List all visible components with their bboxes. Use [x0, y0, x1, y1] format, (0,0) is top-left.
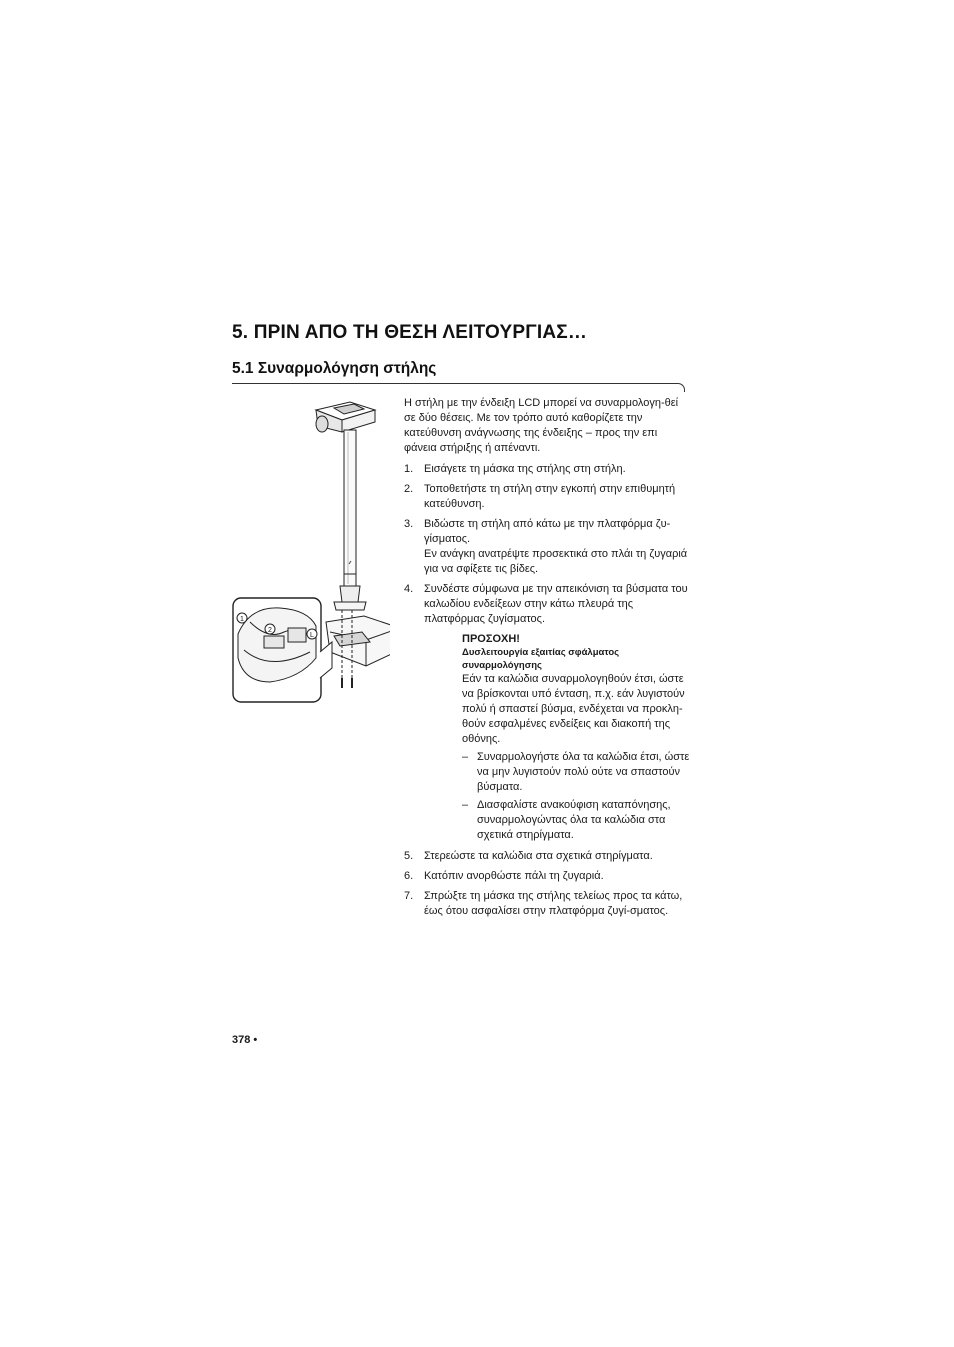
- section-divider: [232, 383, 685, 392]
- page-number: 378 •: [232, 1034, 258, 1046]
- connector-inset: [233, 598, 332, 702]
- instructions-column: [404, 396, 692, 924]
- step-number: 1.: [404, 463, 414, 475]
- step-number: 2.: [404, 483, 414, 495]
- warning-item: [462, 750, 692, 795]
- step-4: [404, 582, 692, 843]
- inset-label-2: 2: [268, 627, 272, 634]
- step-number: 6.: [404, 870, 414, 882]
- warning-item-text: Διασφαλίστε ανακούφιση καταπόνησης, συναρμολογώντας όλα τα καλώδια στα σχετικά στηρίγματα.: [477, 799, 671, 841]
- step-text: Συνδέστε σύμφωνα με την απεικόνιση τα βύσματα του καλωδίου ενδείξεων στην κάτω πλευρά της πλατφόρμας ζυγίσματος.: [424, 583, 688, 625]
- step-number: 5.: [404, 850, 414, 862]
- step-2: [404, 482, 692, 512]
- warning-heading: ΠΡΟΣΟΧΗ!: [462, 633, 520, 645]
- step-number: 7.: [404, 890, 414, 902]
- warning-item: [462, 798, 692, 843]
- step-1: [404, 462, 692, 477]
- step-text: Σπρώξτε τη μάσκα της στήλης τελείως προς τα κάτω, έως ότου ασφαλίσει στην πλατφόρμα ζυγί-σματος.: [424, 890, 683, 917]
- step-text: Εισάγετε τη μάσκα της στήλης στη στήλη.: [424, 463, 626, 475]
- step-5: [404, 849, 692, 864]
- warning-block: [462, 632, 692, 843]
- dash-marker: –: [462, 799, 469, 811]
- warning-body: Εάν τα καλώδια συναρμολογηθούν έτσι, ώστε να βρίσκονται υπό ένταση, π.χ. εάν λυγιστούν πολύ ή σπαστεί βύσμα, ενδέχεται να προκλη-θούν εσφαλμένες ενδείξεις και διακοπή της οθόνης.: [462, 673, 685, 745]
- dash-marker: –: [462, 751, 469, 763]
- inset-label-1: 1: [240, 616, 244, 623]
- column-drawing: [316, 402, 390, 688]
- step-number: 4.: [404, 583, 414, 595]
- section-title: 5.1 Συναρμολόγηση στήλης: [232, 360, 437, 377]
- step-text: Τοποθετήστε τη στήλη στην εγκοπή στην επιθυμητή κατεύθυνση.: [424, 483, 676, 510]
- step-text: Κατόπιν ανορθώστε πάλι τη ζυγαριά.: [424, 870, 604, 882]
- warning-item-text: Συναρμολογήστε όλα τα καλώδια έτσι, ώστε να μην λυγιστούν πολύ ούτε να σπαστούν βύσματα.: [477, 751, 690, 793]
- step-text: Βιδώστε τη στήλη από κάτω με την πλατφόρμα ζυ-γίσματος.: [424, 518, 671, 545]
- step-note: Εν ανάγκη ανατρέψτε προσεκτικά στο πλάι τη ζυγαριά για να σφίξετε τις βίδες.: [424, 548, 688, 575]
- step-7: [404, 889, 692, 919]
- step-6: [404, 869, 692, 884]
- column-assembly-illustration: [230, 396, 390, 708]
- warning-subheading: Δυσλειτουργία εξαιτίας σφάλματος συναρμολόγησης: [462, 647, 620, 671]
- inset-label-l: L: [310, 632, 314, 639]
- step-number: 3.: [404, 518, 414, 530]
- intro-paragraph: Η στήλη με την ένδειξη LCD μπορεί να συναρμολογη-θεί σε δύο θέσεις. Με τον τρόπο αυτό καθορίζετε την κατεύθυνση ανάγνωσης της ένδειξης – προς την επι φάνεια στήριξης ή απέναντι.: [404, 397, 679, 454]
- assembly-steps: [404, 462, 692, 919]
- step-3: [404, 517, 692, 577]
- step-text: Στερεώστε τα καλώδια στα σχετικά στηρίγματα.: [424, 850, 653, 862]
- chapter-title: 5. ΠΡΙΝ ΑΠΟ ΤΗ ΘΕΣΗ ΛΕΙΤΟΥΡΓΙΑΣ…: [232, 322, 588, 343]
